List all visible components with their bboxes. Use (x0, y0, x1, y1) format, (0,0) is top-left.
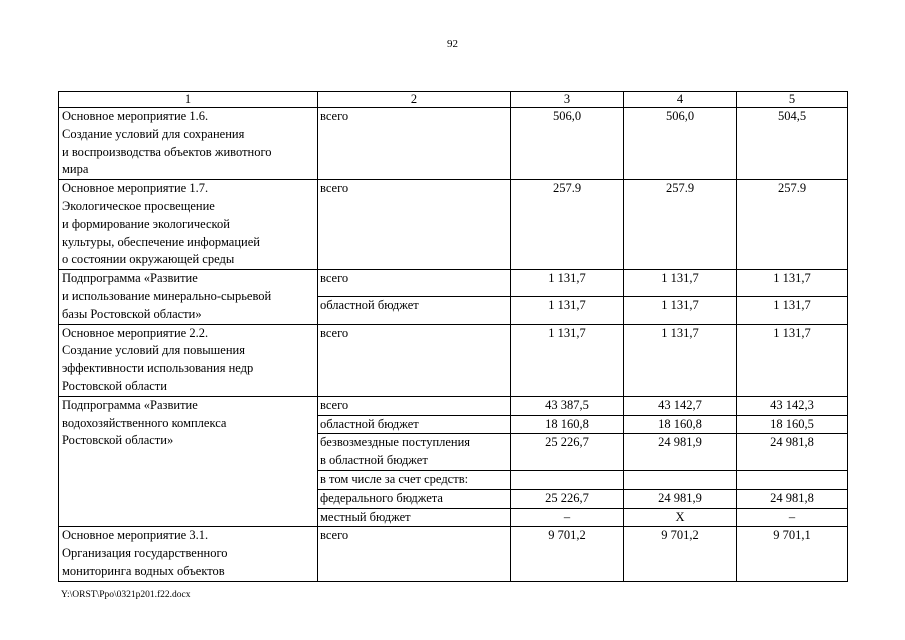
amount-cell-c3: 18 160,8 (511, 415, 624, 434)
amount-cell-c4: 1 131,7 (624, 270, 737, 297)
description-line: Подпрограмма «Развитие (62, 397, 198, 412)
activity-description-cell (59, 270, 318, 324)
description-line: базы Ростовской области» (62, 306, 202, 321)
activity-description-cell (59, 180, 318, 270)
amount-cell-c5: 24 981,8 (737, 434, 848, 471)
table-row (59, 180, 848, 270)
funding-source-cell (318, 527, 511, 581)
amount-cell-c3: 1 131,7 (511, 297, 624, 324)
amount-cell-c4: 24 981,9 (624, 434, 737, 471)
amount-cell-c4: 506,0 (624, 108, 737, 180)
description-line: Основное мероприятие 1.7. (62, 181, 209, 196)
description-line: культуры, обеспечение информацией (62, 234, 260, 249)
description-line: мира (62, 162, 89, 177)
amount-cell-c3 (511, 470, 624, 489)
amount-cell-c4: 257.9 (624, 180, 737, 270)
funding-source-line: всего (320, 181, 349, 196)
description-line: Ростовской области (62, 378, 167, 393)
amount-cell-c4: 1 131,7 (624, 297, 737, 324)
funding-source-line: федерального бюджета (320, 490, 443, 505)
budget-table (58, 91, 848, 582)
amount-cell-c5: 1 131,7 (737, 297, 848, 324)
table-row (59, 108, 848, 180)
funding-source-line: в том числе за счет средств: (320, 471, 469, 486)
description-line: Основное мероприятие 3.1. (62, 528, 209, 543)
funding-source-cell (318, 297, 511, 324)
amount-cell-c3: – (511, 508, 624, 527)
description-line: Организация государственного (62, 546, 228, 561)
column-header: 3 (511, 92, 624, 108)
amount-cell-c4: 1 131,7 (624, 324, 737, 396)
description-line: и использование минерально-сырьевой (62, 288, 272, 303)
amount-cell-c3: 25 226,7 (511, 489, 624, 508)
funding-source-line: безвозмездные поступления (320, 435, 471, 450)
amount-cell-c3: 43 387,5 (511, 396, 624, 415)
table-row (59, 270, 848, 297)
amount-cell-c4: 24 981,9 (624, 489, 737, 508)
amount-cell-c5: 18 160,5 (737, 415, 848, 434)
amount-cell-c4: 9 701,2 (624, 527, 737, 581)
funding-source-cell (318, 508, 511, 527)
column-header: 5 (737, 92, 848, 108)
funding-source-cell (318, 434, 511, 471)
description-line: Ростовской области» (62, 433, 174, 448)
amount-cell-c3: 506,0 (511, 108, 624, 180)
description-line: Создание условий для повышения (62, 343, 245, 358)
amount-cell-c5: 43 142,3 (737, 396, 848, 415)
amount-cell-c5: 504,5 (737, 108, 848, 180)
column-header: 2 (318, 92, 511, 108)
page-number: 92 (447, 38, 458, 50)
amount-cell-c3: 257.9 (511, 180, 624, 270)
amount-cell-c4 (624, 470, 737, 489)
description-line: и воспроизводства объектов животного (62, 144, 272, 159)
amount-cell-c3: 1 131,7 (511, 270, 624, 297)
funding-source-cell (318, 108, 511, 180)
amount-cell-c3: 9 701,2 (511, 527, 624, 581)
amount-cell-c5: 257.9 (737, 180, 848, 270)
funding-source-line: всего (320, 528, 349, 543)
activity-description-cell (59, 396, 318, 527)
description-line: Основное мероприятие 2.2. (62, 325, 209, 340)
description-line: Экологическое просвещение (62, 198, 215, 213)
funding-source-cell (318, 324, 511, 396)
funding-source-line: в областной бюджет (320, 453, 428, 468)
amount-cell-c5: 1 131,7 (737, 324, 848, 396)
activity-description-cell (59, 108, 318, 180)
description-line: мониторинга водных объектов (62, 563, 225, 578)
amount-cell-c5 (737, 470, 848, 489)
amount-cell-c5: 24 981,8 (737, 489, 848, 508)
funding-source-line: всего (320, 271, 349, 286)
funding-source-line: областной бюджет (320, 416, 419, 431)
description-line: о состоянии окружающей среды (62, 252, 235, 267)
amount-cell-c4: 18 160,8 (624, 415, 737, 434)
amount-cell-c4: Х (624, 508, 737, 527)
amount-cell-c5: 9 701,1 (737, 527, 848, 581)
funding-source-cell (318, 415, 511, 434)
column-header: 4 (624, 92, 737, 108)
funding-source-cell (318, 270, 511, 297)
amount-cell-c3: 1 131,7 (511, 324, 624, 396)
funding-source-line: местный бюджет (320, 509, 411, 524)
funding-source-line: всего (320, 109, 349, 123)
funding-source-line: всего (320, 325, 349, 340)
activity-description-cell (59, 527, 318, 581)
file-path-footer: Y:\ORST\Ppo\0321p201.f22.docx (61, 590, 191, 600)
description-line: эффективности использования недр (62, 361, 254, 376)
amount-cell-c4: 43 142,7 (624, 396, 737, 415)
funding-source-cell (318, 470, 511, 489)
table-row (59, 324, 848, 396)
description-line: Основное мероприятие 1.6. (62, 109, 209, 123)
funding-source-cell (318, 489, 511, 508)
description-line: водохозяйственного комплекса (62, 415, 227, 430)
description-line: Подпрограмма «Развитие (62, 271, 198, 286)
funding-source-line: всего (320, 397, 349, 412)
description-line: Создание условий для сохранения (62, 126, 245, 141)
table-body (59, 108, 848, 582)
funding-source-line: областной бюджет (320, 298, 419, 313)
amount-cell-c3: 25 226,7 (511, 434, 624, 471)
table-row (59, 396, 848, 415)
activity-description-cell (59, 324, 318, 396)
funding-source-cell (318, 180, 511, 270)
description-line: и формирование экологической (62, 216, 230, 231)
amount-cell-c5: – (737, 508, 848, 527)
funding-source-cell (318, 396, 511, 415)
amount-cell-c5: 1 131,7 (737, 270, 848, 297)
table-row (59, 527, 848, 581)
column-number-row (59, 92, 848, 108)
column-header: 1 (59, 92, 318, 108)
